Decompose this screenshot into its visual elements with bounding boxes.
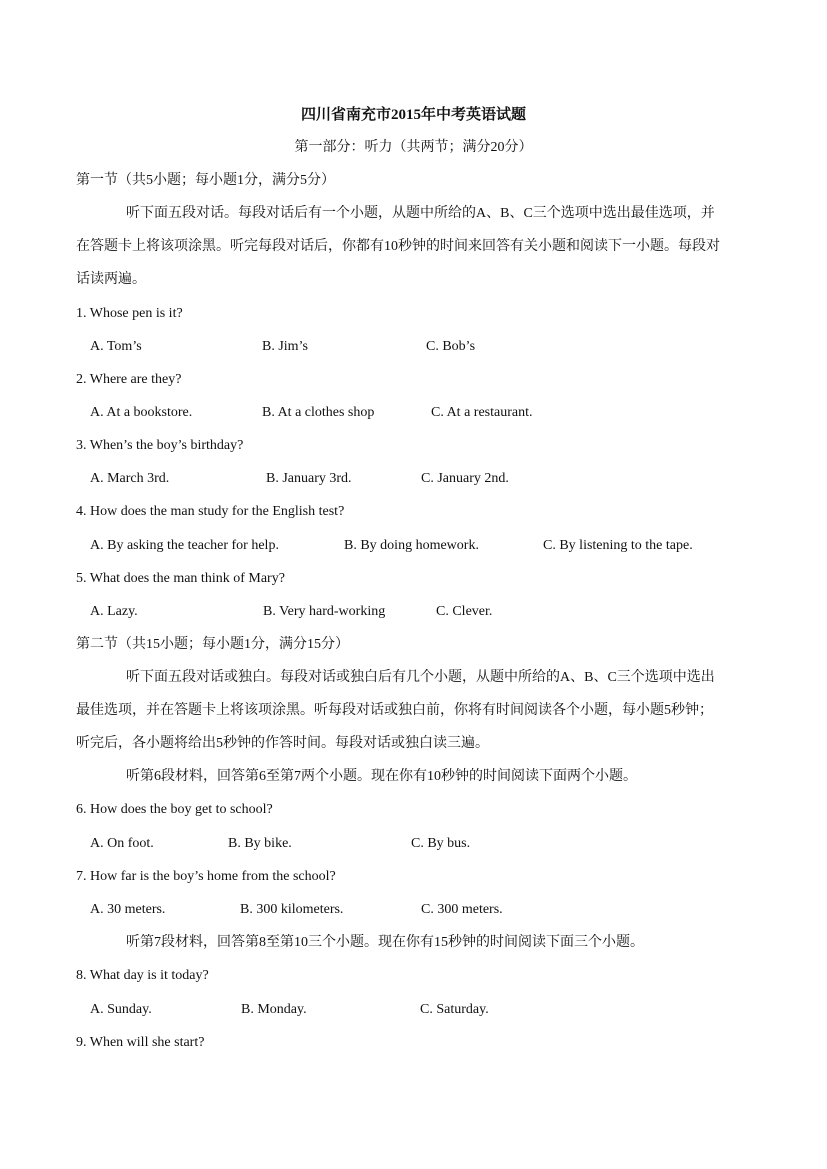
- q2-option-a: A. At a bookstore.: [90, 405, 193, 420]
- q3-option-c: C. January 2nd.: [421, 471, 509, 486]
- q5-option-a: A. Lazy.: [90, 604, 138, 619]
- question-5: 5. What does the man think of Mary?: [76, 571, 285, 586]
- part-one-heading: 第一部分：听力（共两节；满分20分）: [294, 140, 533, 155]
- q7-option-c: C. 300 meters.: [421, 902, 503, 917]
- q1-option-b: B. Jim’s: [262, 339, 308, 354]
- page-title: 四川省南充市2015年中考英语试题: [300, 107, 526, 123]
- section-two-instruction-line: 最佳选项，并在答题卡上将该项涂黑。听每段对话或独白前，你将有时间阅读各个小题，每小题5秒钟；: [76, 703, 713, 718]
- q1-option-c: C. Bob’s: [426, 339, 476, 354]
- q3-option-a: A. March 3rd.: [90, 471, 170, 486]
- q8-option-c: C. Saturday.: [420, 1002, 489, 1017]
- q4-option-c: C. By listening to the tape.: [543, 538, 693, 553]
- section-one-instruction-line: 在答题卡上将该项涂黑。听完每段对话后，你都有10秒钟的时间来回答有关小题和阅读下一小题。每段对: [76, 239, 720, 254]
- q2-option-c: C. At a restaurant.: [431, 405, 533, 420]
- question-8: 8. What day is it today?: [76, 968, 209, 983]
- q4-option-a: A. By asking the teacher for help.: [90, 538, 279, 553]
- question-6: 6. How does the boy get to school?: [76, 802, 273, 817]
- section-two-instruction-line: 听完后，各小题将给出5秒钟的作答时间。每段对话或独白读三遍。: [76, 736, 489, 751]
- q2-option-b: B. At a clothes shop: [262, 405, 375, 420]
- q7-option-b: B. 300 kilometers.: [240, 902, 344, 917]
- q5-option-b: B. Very hard-working: [263, 604, 386, 619]
- q3-option-b: B. January 3rd.: [266, 471, 352, 486]
- question-4: 4. How does the man study for the English test?: [76, 504, 345, 519]
- q7-option-a: A. 30 meters.: [90, 902, 166, 917]
- material-6-instruction: 听第6段材料，回答第6至第7两个小题。现在你有10秒钟的时间阅读下面两个小题。: [126, 769, 637, 784]
- material-7-instruction: 听第7段材料，回答第8至第10三个小题。现在你有15秒钟的时间阅读下面三个小题。: [126, 935, 644, 950]
- section-two-heading: 第二节（共15小题；每小题1分，满分15分）: [76, 637, 349, 652]
- section-two-instruction-line: 听下面五段对话或独白。每段对话或独白后有几个小题，从题中所给的A、B、C三个选项中选出: [126, 670, 715, 685]
- question-3: 3. When’s the boy’s birthday?: [76, 438, 244, 453]
- q8-option-a: A. Sunday.: [90, 1002, 152, 1017]
- section-one-instruction-line: 话读两遍。: [76, 272, 146, 287]
- q6-option-b: B. By bike.: [228, 836, 292, 851]
- question-7: 7. How far is the boy’s home from the school?: [76, 869, 336, 884]
- q6-option-c: C. By bus.: [411, 836, 471, 851]
- q1-option-a: A. Tom’s: [90, 339, 142, 354]
- question-1: 1. Whose pen is it?: [76, 306, 183, 321]
- section-one-heading: 第一节（共5小题；每小题1分，满分5分）: [76, 173, 335, 188]
- q6-option-a: A. On foot.: [90, 836, 154, 851]
- q4-option-b: B. By doing homework.: [344, 538, 479, 553]
- q5-option-c: C. Clever.: [436, 604, 493, 619]
- question-2: 2. Where are they?: [76, 372, 182, 387]
- question-9: 9. When will she start?: [76, 1035, 205, 1050]
- section-one-instruction-line: 听下面五段对话。每段对话后有一个小题，从题中所给的A、B、C三个选项中选出最佳选项，并: [126, 206, 715, 221]
- q8-option-b: B. Monday.: [241, 1002, 307, 1017]
